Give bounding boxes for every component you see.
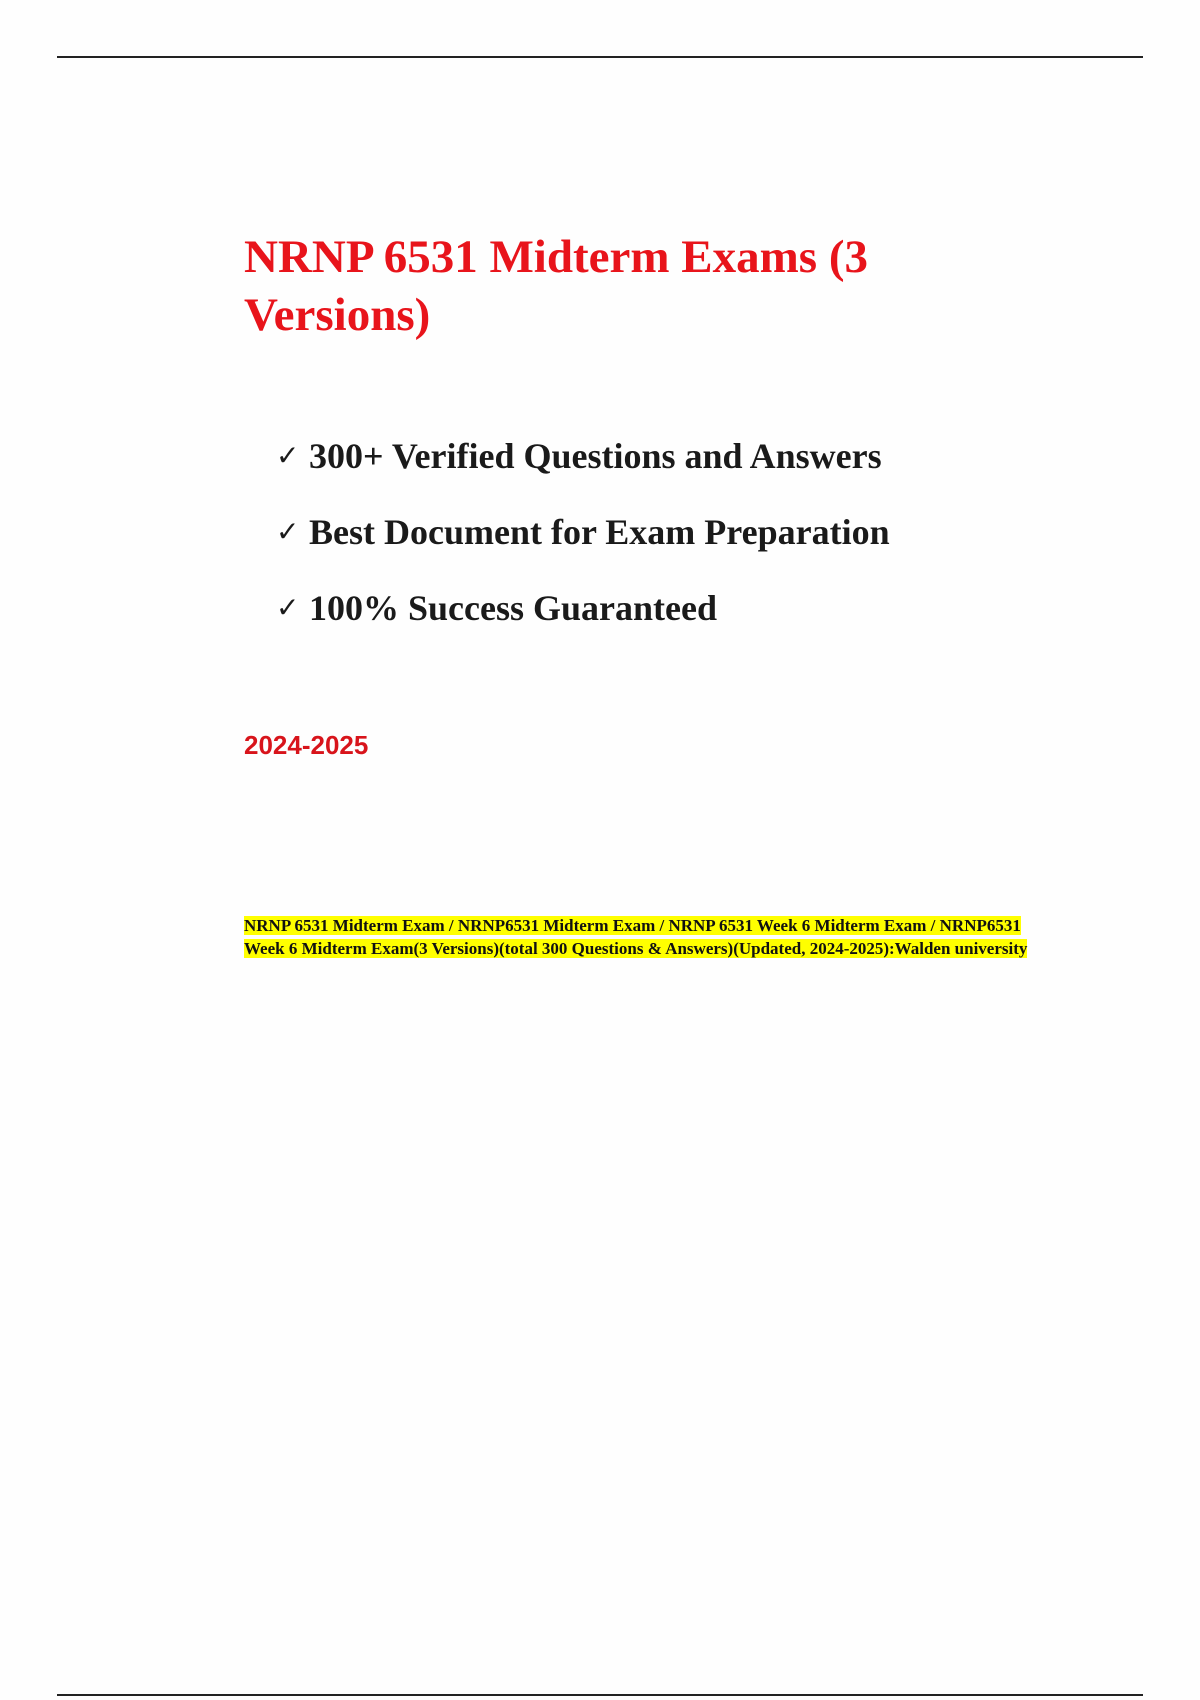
feature-item — [276, 586, 890, 662]
feature-label: Best Document for Exam Preparation — [309, 512, 890, 552]
feature-label: 100% Success Guaranteed — [309, 588, 717, 628]
check-icon: ✓ — [276, 439, 300, 472]
document-description — [244, 914, 1044, 960]
footer-rule — [57, 1694, 1143, 1696]
year-range: 2024-2025 — [244, 730, 369, 760]
feature-label: 300+ Verified Questions and Answers — [309, 436, 882, 476]
check-icon: ✓ — [276, 591, 300, 624]
document-title: NRNP 6531 Midterm Exams (3 Versions) — [244, 231, 868, 341]
header-rule — [57, 56, 1143, 58]
feature-list — [276, 434, 890, 662]
check-icon: ✓ — [276, 515, 300, 548]
feature-item — [276, 434, 890, 510]
feature-item — [276, 510, 890, 586]
highlighted-description: NRNP 6531 Midterm Exam / NRNP6531 Midterm Exam / NRNP 6531 Week 6 Midterm Exam / NRNP6531 Week 6 Midterm Exam(3 Versions)(total 300 Questions & Answers)(Updated, 2024-2025):Walden university — [244, 916, 1028, 958]
